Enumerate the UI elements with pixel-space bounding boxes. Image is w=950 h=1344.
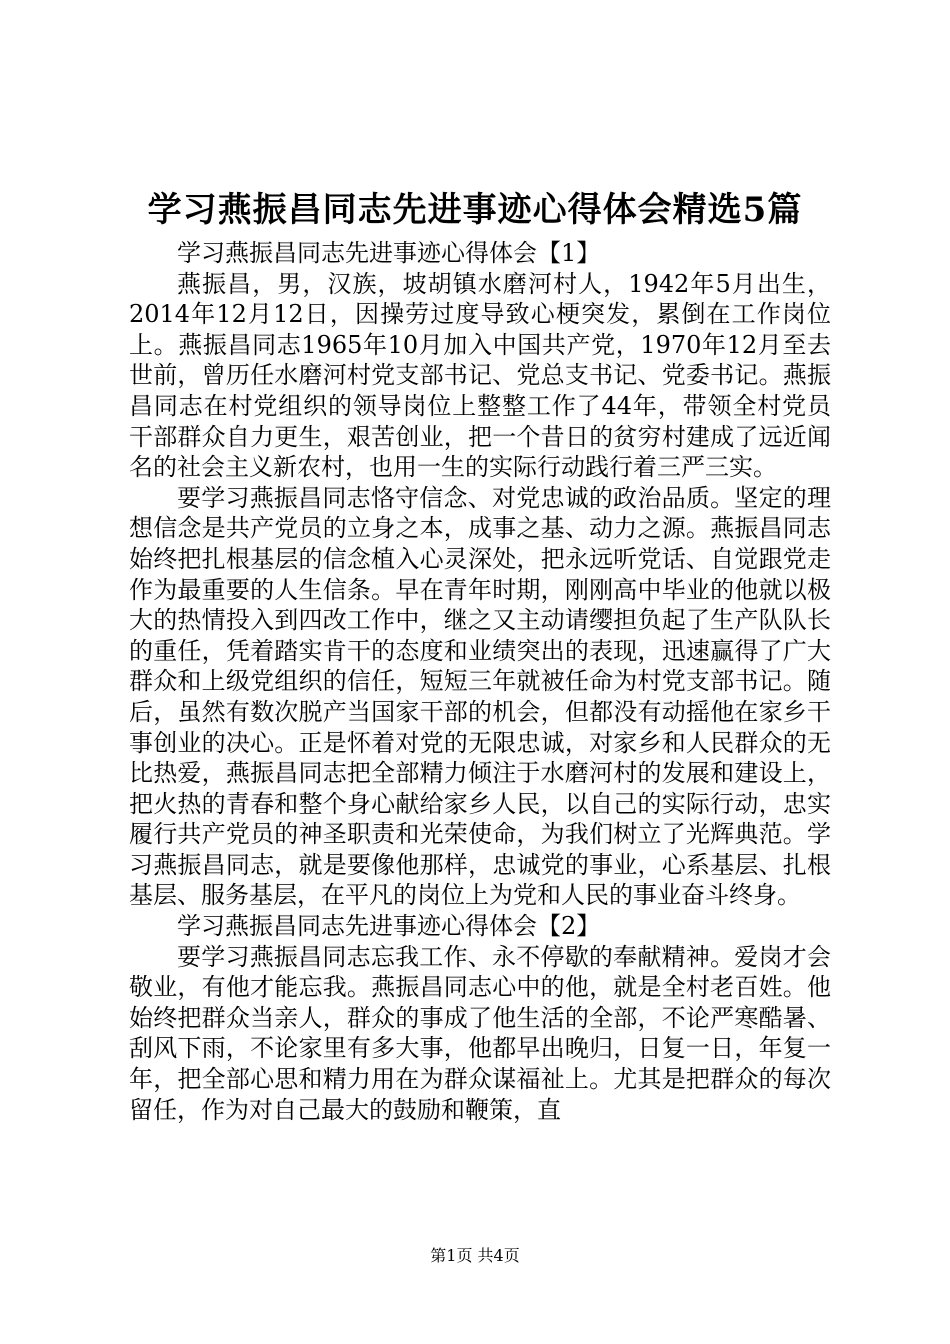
paragraph-2: 要学习燕振昌同志恪守信念、对党忠诚的政治品质。坚定的理想信念是共产党员的立身之本，成事之基、动力之源。燕振昌同志始终把扎根基层的信念植入心灵深处，把永远听党话、自觉跟党走作为最重要的人生信条。早在青年时期，刚刚高中毕业的他就以极大的热情投入到四改工作中，继之又主动请缨担负起了生产队队长的重任，凭着踏实肯干的态度和业绩突出的表现，迅速赢得了广大群众和上级党组织的信任，短短三年就被任命为村党支部书记。随后，虽然有数次脱产当国家干部的机会，但都没有动摇他在家乡干事创业的决心。正是怀着对党的无限忠诚，对家乡和人民群众的无比热爱，燕振昌同志把全部精力倾注于水磨河村的发展和建设上，把火热的青春和整个身心献给家乡人民，以自己的实际行动，忠实履行共产党员的神圣职责和光荣使命，为我们树立了光辉典范。学习燕振昌同志，就是要像他那样，忠诚党的事业，心系基层、扎根基层、服务基层，在平凡的岗位上为党和人民的事业奋斗终身。: [129, 483, 831, 910]
section-heading-2: 学习燕振昌同志先进事迹心得体会【2】: [177, 912, 601, 941]
paragraph-1: 燕振昌，男，汉族，坡胡镇水磨河村人，1942年5月出生，2014年12月12日，因操劳过度导致心梗突发，累倒在工作岗位上。燕振昌同志1965年10月加入中国共产党，1970年12月至去世前，曾历任水磨河村党支部书记、党总支书记、党委书记。燕振昌同志在村党组织的领导岗位上整整工作了44年，带领全村党员干部群众自力更生，艰苦创业，把一个昔日的贫穷村建成了远近闻名的社会主义新农村，也用一生的实际行动践行着三严三实。: [129, 269, 831, 482]
document-title: 学习燕振昌同志先进事迹心得体会精选5篇: [147, 190, 803, 230]
paragraph-3: 要学习燕振昌同志忘我工作、永不停歇的奉献精神。爱岗才会敬业，有他才能忘我。燕振昌同志心中的他，就是全村老百姓。他始终把群众当亲人，群众的事成了他生活的全部，不论严寒酷暑、刮风下雨，不论家里有多大事，他都早出晚归，日复一日，年复一年，把全部心思和精力用在为群众谋福祉上。尤其是把群众的每次留任，作为对自己最大的鼓励和鞭策，直: [129, 942, 831, 1124]
document-body: [129, 238, 831, 1125]
page-number-footer: 第1页 共4页: [430, 1246, 520, 1265]
section-heading-1: 学习燕振昌同志先进事迹心得体会【1】: [177, 239, 601, 267]
